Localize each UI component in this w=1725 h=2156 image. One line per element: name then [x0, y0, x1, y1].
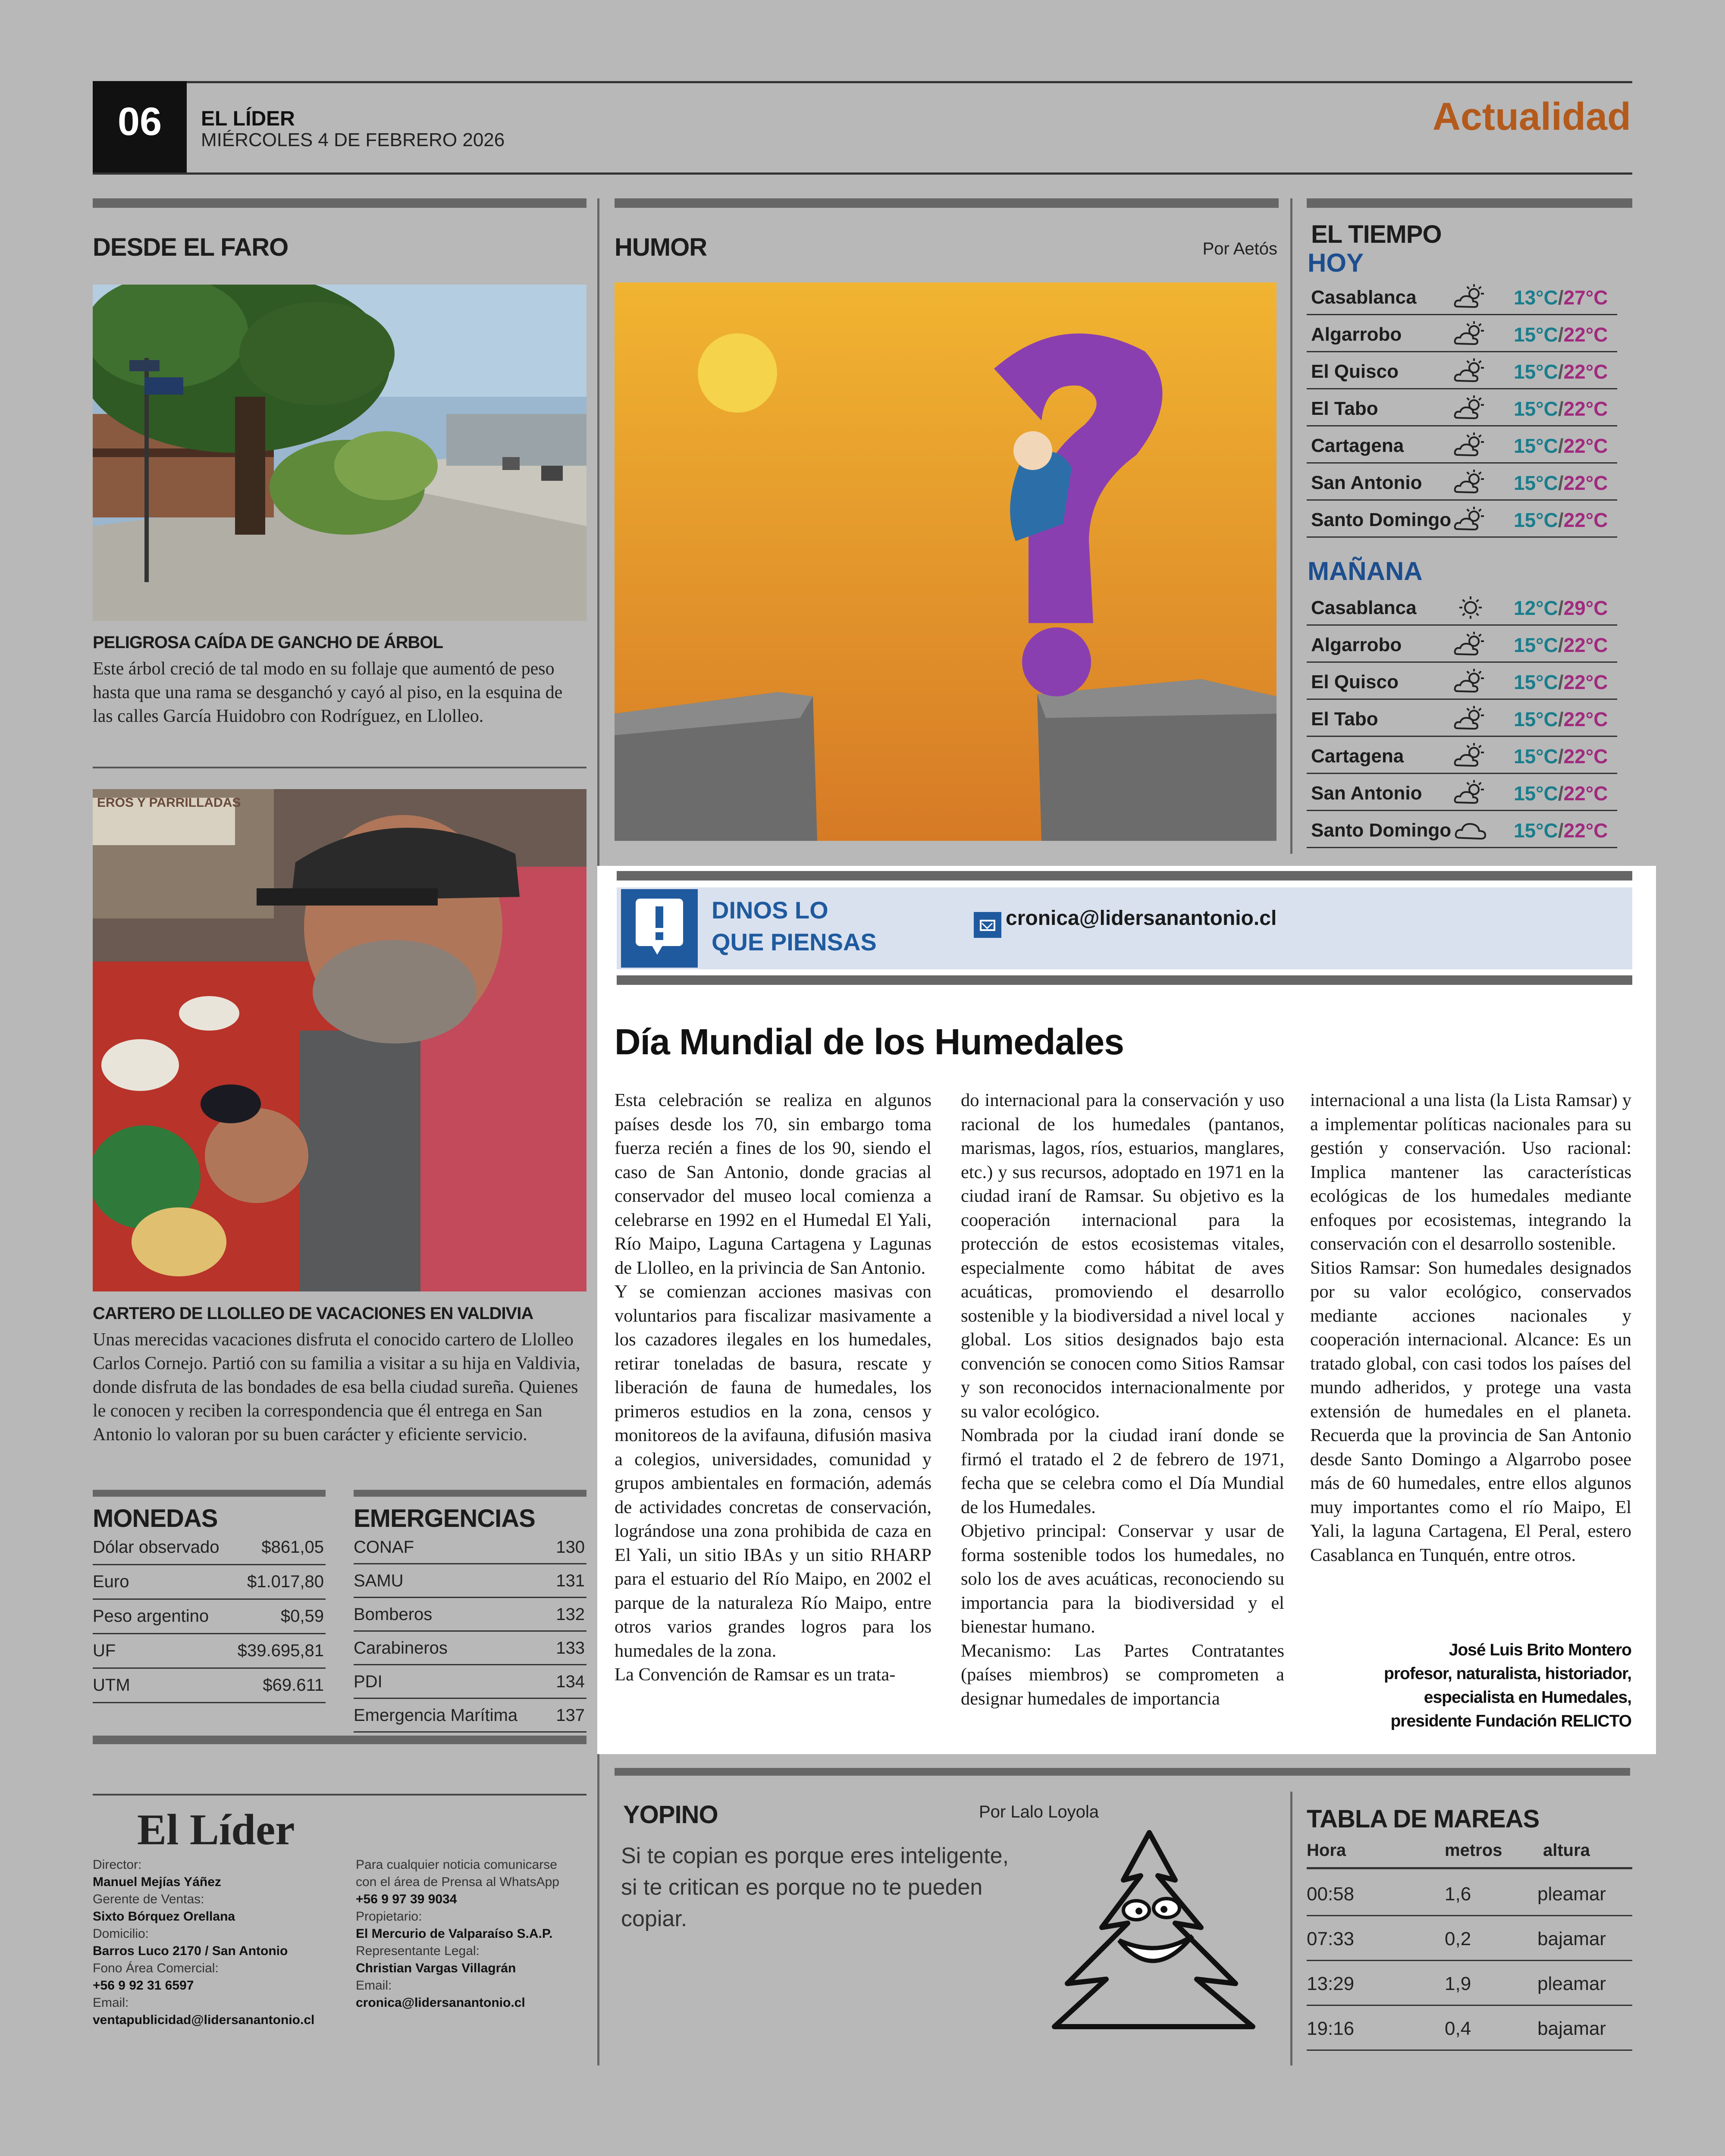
weather-today-temp-min: 15°C [1514, 435, 1558, 457]
partly-sunny-icon [1453, 669, 1488, 695]
weather-today-city: San Antonio [1311, 472, 1422, 493]
weather-tomorrow-temp-sep: / [1558, 597, 1564, 619]
marea-row [1307, 1871, 1632, 1916]
weather-tomorrow-city: San Antonio [1311, 783, 1422, 804]
gerente-name: Sixto Bórquez Orellana [93, 1909, 235, 1924]
dinos-label-1: DINOS LO [712, 896, 828, 924]
article-paragraph: Objetivo principal: Conservar y usar de forma sostenible todos los humedales, no solo los de aves acuáticas, reconociendo su importancia para la biodiversidad y el bienestar humano. [961, 1521, 1284, 1637]
mareas-header-metros: metros [1445, 1841, 1502, 1860]
weather-tomorrow-city: El Quisco [1311, 671, 1399, 693]
marea-metros: 0,2 [1445, 1928, 1471, 1949]
marea-hora: 13:29 [1307, 1973, 1355, 1994]
emergencia-value: 130 [556, 1538, 585, 1557]
weather-today-row [1307, 315, 1617, 352]
weather-today-temp-min: 15°C [1514, 509, 1558, 531]
weather-tomorrow-temp [1514, 633, 1608, 657]
domicilio-value: Barros Luco 2170 / San Antonio [93, 1944, 288, 1958]
monedas-title: MONEDAS [93, 1504, 218, 1532]
weather-tomorrow-city: Algarrobo [1311, 634, 1402, 655]
weather-tomorrow-temp-min: 15°C [1514, 634, 1558, 656]
emergencia-value: 131 [556, 1571, 585, 1590]
weather-today-temp-sep: / [1558, 472, 1564, 494]
paper-name: EL LÍDER [201, 107, 295, 130]
weather-today-row [1307, 464, 1617, 501]
staff-left [93, 1856, 334, 2029]
article-paragraph: Sitios Ramsar: Son humedales designados por su valor ecológico, conservados mediante acciones nacionales y cooperación internacional. Alcance: Es un tratado global, con casi todos los países del mundo adheridos, y protege una vasta extensión de humedales en el planeta. Recuerda que la provincia de San Antonio desde Santo Domingo a Algarrobo posee más de 60 humedales, entre ellos algunos muy importantes como el río Maipo, El Yali, la laguna Cartagena, El Peral, estero Casablanca en Tunquén, entre otros. [1310, 1257, 1631, 1565]
marea-altura: bajamar [1537, 1928, 1606, 1949]
moneda-row [93, 1600, 326, 1634]
weather-tomorrow-temp-min: 15°C [1514, 782, 1558, 805]
staff-right [356, 1856, 591, 2012]
sunny-icon [1453, 595, 1488, 620]
weather-tomorrow-temp-min: 12°C [1514, 597, 1558, 619]
weather-tomorrow-temp [1514, 745, 1608, 768]
marea-row [1307, 2006, 1632, 2051]
moneda-value: $861,05 [261, 1538, 324, 1557]
partly-sunny-icon [1453, 470, 1488, 495]
moneda-name: Peso argentino [93, 1607, 209, 1626]
weather-tomorrow-city: Cartagena [1311, 746, 1404, 767]
marea-metros: 1,6 [1445, 1883, 1471, 1905]
page-number: 06 [117, 100, 162, 144]
weather-today-city: Cartagena [1311, 435, 1404, 456]
emergencia-row [354, 1598, 586, 1632]
weather-today-temp-max: 22°C [1563, 472, 1608, 494]
partly-sunny-icon [1453, 395, 1488, 421]
propietario-label: Propietario: [356, 1909, 422, 1924]
director-label: Director: [93, 1858, 142, 1872]
story1-body: Este árbol creció de tal modo en su follaje que aumentó de peso hasta que una rama se desganchó y cayó al piso, en la esquina de las calles García Huidobro con Rodríguez, en Llolleo. [93, 659, 563, 726]
weather-today-temp-max: 27°C [1563, 286, 1608, 309]
article-author: José Luis Brito Montero [1449, 1641, 1631, 1659]
column-rule [1290, 1792, 1292, 2065]
marea-altura: pleamar [1537, 1973, 1606, 1994]
fono-value: +56 9 92 31 6597 [93, 1978, 194, 1993]
weather-today-temp-sep: / [1558, 323, 1564, 346]
weather-tomorrow-city: El Tabo [1311, 708, 1378, 730]
weather-today-temp-sep: / [1558, 360, 1564, 383]
weather-today-city: Algarrobo [1311, 324, 1402, 345]
emergencia-name: SAMU [354, 1571, 404, 1590]
article-paragraph: Mecanismo: Las Partes Contratantes (países miembros) se comprometen a designar humedales de importancia [961, 1640, 1284, 1709]
humor-byline: Por Aetós [1202, 239, 1277, 258]
article-title: Día Mundial de los Humedales [615, 1022, 1124, 1062]
marea-hora: 00:58 [1307, 1883, 1355, 1905]
weather-tomorrow-row [1307, 737, 1617, 774]
dinos-email[interactable]: cronica@lidersanantonio.cl [1006, 907, 1277, 930]
representante-value: Christian Vargas Villagrán [356, 1961, 516, 1975]
yopino-title: YOPINO [623, 1801, 718, 1829]
column-rule [1290, 198, 1292, 854]
weather-tomorrow-temp [1514, 819, 1608, 842]
emergencias-title: EMERGENCIAS [354, 1504, 535, 1532]
weather-tomorrow-temp [1514, 708, 1608, 731]
mareas-header [1307, 1839, 1632, 1869]
partly-sunny-icon [1453, 284, 1488, 310]
emergencia-name: Carabineros [354, 1639, 448, 1658]
weather-today-row [1307, 352, 1617, 389]
weather-today-temp-max: 22°C [1563, 360, 1608, 383]
partly-sunny-icon [1453, 743, 1488, 769]
moneda-value: $69.611 [263, 1676, 324, 1695]
weather-today-row [1307, 426, 1617, 464]
el-lider-logo: El Líder [137, 1805, 295, 1854]
noticia-line-1: Para cualquier noticia comunicarse [356, 1858, 557, 1872]
exclamation-icon [621, 889, 698, 968]
article-column-3 [1310, 1088, 1631, 1567]
gerente-label: Gerente de Ventas: [93, 1892, 204, 1906]
weather-tomorrow-temp-max: 22°C [1563, 745, 1608, 768]
moneda-value: $39.695,81 [237, 1641, 324, 1660]
weather-today-temp-max: 22°C [1563, 435, 1608, 457]
article-paragraph: Y se comienzan acciones masivas con voluntarios para fiscalizar masivamente a los cazadores ilegales en los humedales, retirar toneladas de basura, rescate y liberación de fauna de humedales, los primeros estudios en la zona, censos y monitoreos de la avifauna, difusión masiva a colegios, universidades, comunidad y grupos ambientales en formación, además de actividades concretas de conservación, lográndose una zona prohibida de caza en El Yali, un sitio IBAs y un sitio RHARP para el estuario del Río Maipo, en 2002 el parque de la naturaleza Río Maipo, entre otros varios grandes logros para los humedales de la zona. [615, 1282, 932, 1661]
mareas-header-altura: altura [1543, 1841, 1590, 1860]
marea-metros: 1,9 [1445, 1973, 1471, 1994]
weather-tomorrow-temp-sep: / [1558, 671, 1564, 693]
email-value[interactable]: ventapublicidad@lidersanantonio.cl [93, 2013, 315, 2027]
weather-today-temp [1514, 508, 1608, 532]
marea-hora: 19:16 [1307, 2018, 1355, 2039]
weather-tomorrow-temp-min: 15°C [1514, 708, 1558, 730]
yopino-quote: Si te copian es porque eres inteligente, si te critican es porque no te pueden copiar. [621, 1843, 1009, 1931]
emergencia-value: 137 [556, 1706, 585, 1725]
story1-headline: PELIGROSA CAÍDA DE GANCHO DE ÁRBOL [93, 633, 443, 652]
email-label: Email: [93, 1996, 129, 2010]
email2-value[interactable]: cronica@lidersanantonio.cl [356, 1996, 525, 2010]
marea-row [1307, 1916, 1632, 1961]
tiempo-hoy-label: HOY [1308, 248, 1364, 277]
weather-tomorrow-temp-min: 15°C [1514, 819, 1558, 842]
weather-today-temp [1514, 434, 1608, 458]
photo-postman [93, 789, 586, 1291]
noticia-line-2: con el área de Prensa al WhatsApp [356, 1875, 559, 1889]
moneda-value: $0,59 [280, 1607, 324, 1626]
section-title: Actualidad [1432, 95, 1631, 138]
weather-today-temp-max: 22°C [1563, 509, 1608, 531]
weather-today-temp-min: 13°C [1514, 286, 1558, 309]
weather-tomorrow-temp-min: 15°C [1514, 671, 1558, 693]
article-paragraph: internacional a una lista (la Lista Ramsar) y a implementar políticas nacionales para su gestión y conservación. Uso racional: Implica mantener las características ecológicas de los humedales mediante enfoques por ecosistemas, integrando la conservación con el desarrollo sostenible. [1310, 1090, 1631, 1254]
article-column-2 [961, 1088, 1284, 1711]
article-author-role-3: presidente Fundación RELICTO [1390, 1712, 1631, 1730]
article-paragraph: Nombrada por la ciudad iraní donde se firmó el tratado el 2 de febrero de 1971, fecha que se celebra como el Día Mundial de los Humedales. [961, 1425, 1284, 1517]
weather-today-temp-min: 15°C [1514, 472, 1558, 494]
partly-sunny-icon [1453, 432, 1488, 458]
mareas-header-hora: Hora [1307, 1841, 1346, 1860]
issue-date: MIÉRCOLES 4 DE FEBRERO 2026 [201, 129, 505, 150]
partly-sunny-icon [1453, 706, 1488, 732]
weather-today-row [1307, 278, 1617, 315]
emergencia-value: 133 [556, 1639, 585, 1658]
marea-row [1307, 1961, 1632, 2006]
emergencia-name: PDI [354, 1672, 383, 1691]
partly-sunny-icon [1453, 358, 1488, 384]
weather-tomorrow-temp-max: 22°C [1563, 634, 1608, 656]
weather-tomorrow-temp-sep: / [1558, 708, 1564, 730]
partly-sunny-icon [1453, 780, 1488, 806]
weather-tomorrow-row [1307, 811, 1617, 848]
director-name: Manuel Mejías Yáñez [93, 1875, 221, 1889]
weather-tomorrow-row [1307, 700, 1617, 737]
marea-altura: bajamar [1537, 2018, 1606, 2039]
emergencia-row [354, 1699, 586, 1733]
representante-label: Representante Legal: [356, 1944, 480, 1958]
weather-tomorrow-row [1307, 626, 1617, 663]
partly-sunny-icon [1453, 632, 1488, 658]
weather-tomorrow-row [1307, 589, 1617, 626]
emergencia-row [354, 1665, 586, 1699]
mail-icon [974, 912, 1001, 938]
moneda-value: $1.017,80 [247, 1572, 324, 1591]
moneda-name: UTM [93, 1676, 130, 1695]
weather-tomorrow-temp-max: 22°C [1563, 671, 1608, 693]
partly-sunny-icon [1453, 321, 1488, 347]
weather-today-temp [1514, 360, 1608, 383]
weather-tomorrow-temp [1514, 596, 1608, 620]
weather-tomorrow-temp-max: 22°C [1563, 819, 1608, 842]
article-author-role-2: especialista en Humedales, [1424, 1688, 1631, 1707]
weather-today-temp-sep: / [1558, 435, 1564, 457]
weather-tomorrow-temp-max: 22°C [1563, 782, 1608, 805]
weather-today-row [1307, 389, 1617, 426]
emergencia-name: Bomberos [354, 1605, 433, 1624]
weather-today-city: Casablanca [1311, 287, 1417, 308]
weather-today-city: El Quisco [1311, 361, 1399, 382]
article-paragraph: Esta celebración se realiza en algunos países desde los 70, sin embargo toma fuerza recién a fines de los 90, siendo el caso de San Antonio, donde gracias al conservador del museo local comienza a celebrarse en 1992 en el Humedal El Yali, Río Maipo, Laguna Cartagena y Lagunas de Llolleo, en la privincia de San Antonio. [615, 1090, 932, 1278]
weather-today-row [1307, 501, 1617, 538]
moneda-row [93, 1669, 326, 1703]
weather-today-temp-sep: / [1558, 398, 1564, 420]
weather-tomorrow-temp-min: 15°C [1514, 745, 1558, 768]
weather-today-city: Santo Domingo [1311, 509, 1452, 530]
weather-today-temp [1514, 323, 1608, 346]
moneda-row [93, 1634, 326, 1669]
cloudy-icon [1453, 817, 1488, 843]
weather-today-temp-sep: / [1558, 509, 1564, 531]
tiempo-title: EL TIEMPO [1311, 220, 1442, 248]
weather-today-temp-max: 22°C [1563, 398, 1608, 420]
weather-today-temp-min: 15°C [1514, 398, 1558, 420]
humor-title: HUMOR [615, 233, 707, 261]
weather-tomorrow-temp-sep: / [1558, 745, 1564, 768]
emergencia-row [354, 1564, 586, 1598]
weather-tomorrow-temp-max: 22°C [1563, 708, 1608, 730]
emergencia-row [354, 1531, 586, 1564]
weather-tomorrow-temp-sep: / [1558, 782, 1564, 805]
email2-label: Email: [356, 1978, 392, 1993]
propietario-value: El Mercurio de Valparaíso S.A.P. [356, 1927, 553, 1941]
story2-body: Unas merecidas vacaciones disfruta el conocido cartero de Llolleo Carlos Cornejo. Partió con su familia a visitar a su hija en Valdivia, donde disfruta de las bondades de esa bella ciudad sureña. Quienes le conocen y reciben la correspondencia que él entrega en San Antonio lo valoran por su buen carácter y eficiente servicio. [93, 1330, 580, 1445]
weather-tomorrow-row [1307, 663, 1617, 700]
weather-today-temp [1514, 471, 1608, 495]
humor-cartoon [615, 282, 1276, 841]
story2-headline: CARTERO DE LLOLLEO DE VACACIONES EN VALDIVIA [93, 1304, 533, 1323]
article-paragraph: do internacional para la conservación y uso racional de los humedales (pantanos, marismas, lagos, ríos, estuarios, manglares, etc.) y sus recursos, adoptado en 1971 en la ciudad iraní de Ramsar. Su objetivo es la cooperación internacional para la protección de estos ecosistemas vitales, especialmente como hábitat de aves acuáticas, promoviendo el desarrollo sostenible y la biodiversidad a nivel local y global. Los sitios designados bajo esta convención se conocen como Sitios Ramsar y son reconocidos internacionalmente por su valor ecológico. [961, 1090, 1284, 1422]
moneda-row [93, 1531, 326, 1565]
weather-today-city: El Tabo [1311, 398, 1378, 419]
photo-fallen-branch [93, 285, 586, 621]
emergencia-value: 132 [556, 1605, 585, 1624]
weather-today-temp-min: 15°C [1514, 360, 1558, 383]
whatsapp-value: +56 9 97 39 9034 [356, 1892, 457, 1906]
weather-tomorrow-temp [1514, 671, 1608, 694]
domicilio-label: Domicilio: [93, 1927, 149, 1941]
yopino-byline: Por Lalo Loyola [979, 1802, 1099, 1821]
weather-tomorrow-city: Santo Domingo [1311, 820, 1452, 841]
tiempo-manana-label: MAÑANA [1308, 557, 1423, 586]
weather-today-temp [1514, 397, 1608, 420]
moneda-name: Dólar observado [93, 1538, 220, 1557]
photo2-sign: EROS Y PARRILLADAS [97, 796, 241, 810]
weather-tomorrow-temp-sep: / [1558, 819, 1564, 842]
faro-title: DESDE EL FARO [93, 233, 289, 261]
fono-label: Fono Área Comercial: [93, 1961, 219, 1975]
marea-altura: pleamar [1537, 1883, 1606, 1905]
weather-today-temp-max: 22°C [1563, 323, 1608, 346]
marea-metros: 0,4 [1445, 2018, 1471, 2039]
yopino-tree-cartoon [1029, 1828, 1270, 2035]
dinos-label-2: QUE PIENSAS [712, 928, 877, 956]
marea-hora: 07:33 [1307, 1928, 1355, 1949]
emergencia-row [354, 1632, 586, 1665]
weather-tomorrow-city: Casablanca [1311, 597, 1417, 618]
partly-sunny-icon [1453, 507, 1488, 533]
emergencia-value: 134 [556, 1672, 585, 1691]
weather-today-temp-min: 15°C [1514, 323, 1558, 346]
weather-tomorrow-row [1307, 774, 1617, 811]
article-author-role-1: profesor, naturalista, historiador, [1384, 1664, 1631, 1683]
weather-tomorrow-temp-max: 29°C [1563, 597, 1608, 619]
article-column-1 [615, 1088, 932, 1687]
moneda-name: UF [93, 1641, 116, 1660]
weather-tomorrow-temp-sep: / [1558, 634, 1564, 656]
article-paragraph: La Convención de Ramsar es un trata- [615, 1664, 896, 1685]
moneda-row [93, 1565, 326, 1600]
weather-today-temp [1514, 286, 1608, 309]
mareas-title: TABLA DE MAREAS [1307, 1805, 1540, 1833]
emergencia-name: Emergencia Marítima [354, 1706, 518, 1725]
moneda-name: Euro [93, 1572, 129, 1591]
weather-today-temp-sep: / [1558, 286, 1564, 309]
emergencia-name: CONAF [354, 1538, 414, 1557]
weather-tomorrow-temp [1514, 782, 1608, 805]
